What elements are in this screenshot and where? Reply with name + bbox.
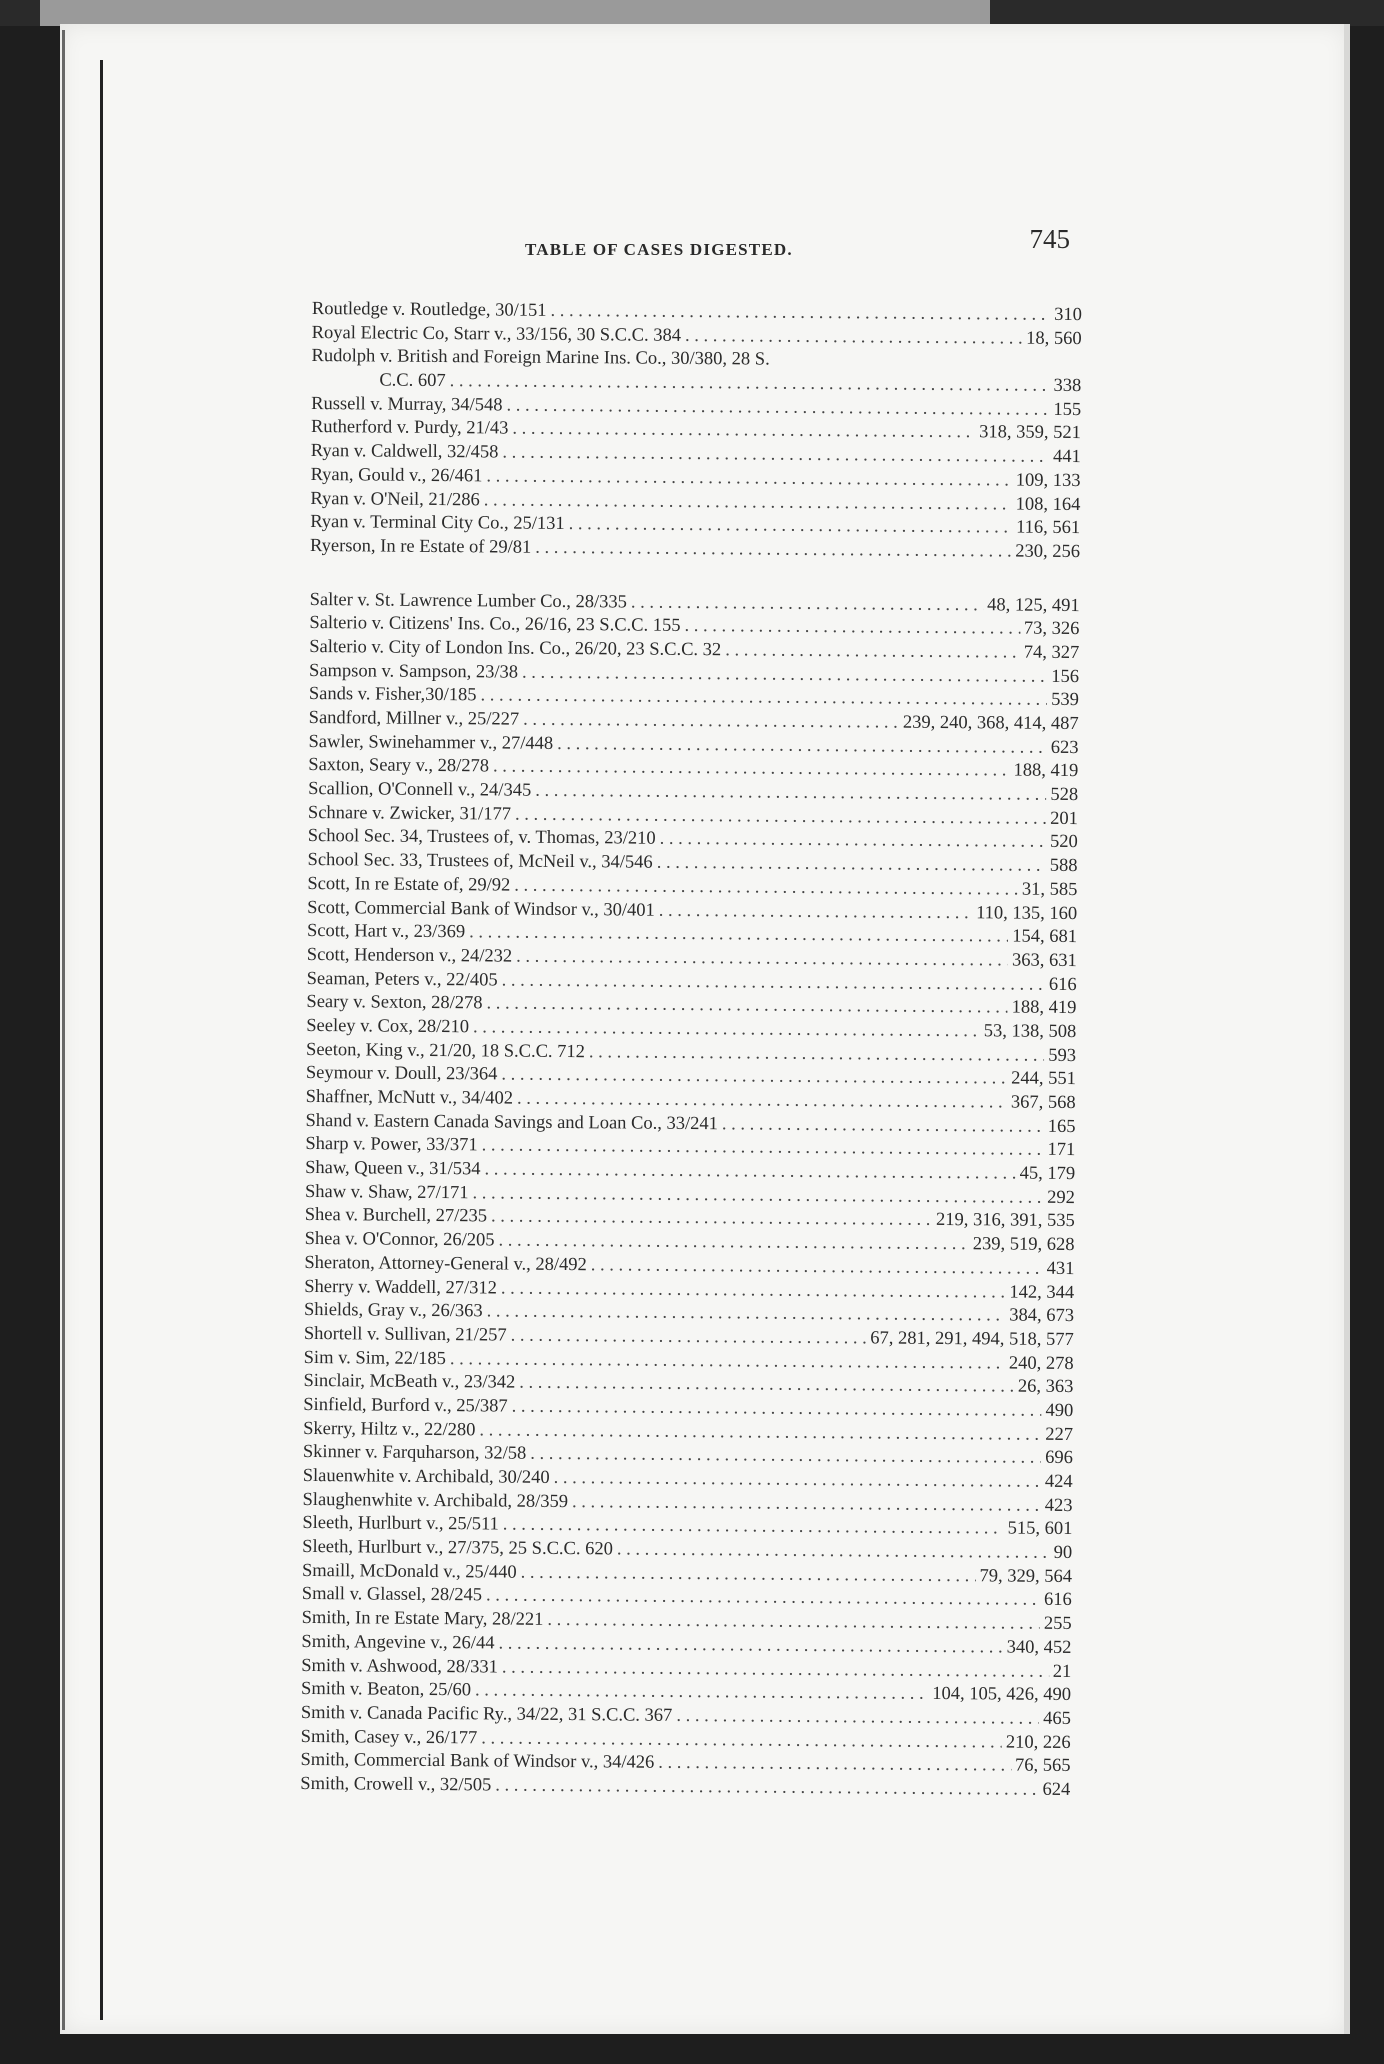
dot-leader bbox=[631, 591, 983, 617]
case-name: Shaw v. Shaw, 27/171 bbox=[304, 1181, 469, 1204]
binding-shadow bbox=[62, 30, 65, 2030]
page-references: 21 bbox=[1052, 1661, 1072, 1682]
page-references: 90 bbox=[1053, 1542, 1073, 1564]
case-name: Shields, Gray v., 26/363 bbox=[303, 1300, 483, 1322]
case-name: Salterio v. City of London Ins. Co., 26/20, 23 S.C.C. 32 bbox=[309, 636, 722, 661]
case-name: Sandford, Millner v., 25/227 bbox=[308, 707, 520, 730]
page-references: 210, 226 bbox=[1005, 1732, 1071, 1753]
page-references: 109, 133 bbox=[1015, 470, 1081, 491]
page-header bbox=[310, 224, 1070, 264]
case-name: Rutherford v. Purdy, 21/43 bbox=[310, 417, 509, 439]
case-name: Sinclair, McBeath v., 23/342 bbox=[303, 1371, 516, 1393]
page-references: 227 bbox=[1045, 1424, 1074, 1445]
page-references: 188, 419 bbox=[1011, 997, 1077, 1019]
page-references: 624 bbox=[1042, 1779, 1071, 1800]
page-references: 340, 452 bbox=[1006, 1637, 1072, 1658]
case-name: Scott, Hart v., 23/369 bbox=[306, 921, 466, 943]
case-name: Russell v. Murray, 34/548 bbox=[311, 393, 503, 416]
page-references: 26, 363 bbox=[1017, 1376, 1074, 1398]
case-name: Sleeth, Hurlburt v., 25/511 bbox=[302, 1513, 499, 1535]
page-references: 18, 560 bbox=[1026, 328, 1082, 349]
case-name: Shea v. Burchell, 27/235 bbox=[304, 1205, 488, 1227]
page-references: 696 bbox=[1045, 1448, 1073, 1469]
case-name: Skerry, Hiltz v., 22/280 bbox=[303, 1418, 476, 1440]
case-name: Smith v. Canada Pacific Ry., 34/22, 31 S.C.C. 367 bbox=[300, 1702, 673, 1726]
case-name: Seaman, Peters v., 22/405 bbox=[306, 968, 498, 991]
binding-line bbox=[100, 60, 103, 2020]
page-references: 431 bbox=[1046, 1258, 1075, 1279]
case-name: Seeton, King v., 21/20, 18 S.C.C. 712 bbox=[306, 1039, 586, 1062]
dot-leader bbox=[523, 709, 899, 736]
page-references: 67, 281, 291, 494, 518, 577 bbox=[870, 1328, 1074, 1350]
page-references: 318, 359, 521 bbox=[979, 422, 1082, 444]
dot-leader bbox=[491, 1206, 932, 1233]
case-name: Sinfield, Burford v., 25/387 bbox=[303, 1394, 508, 1417]
dot-leader bbox=[589, 1041, 1045, 1068]
case-name: Shea v. O'Connor, 26/205 bbox=[304, 1229, 495, 1251]
case-name: Sherry v. Waddell, 27/312 bbox=[304, 1276, 498, 1298]
case-name: Smith v. Ashwood, 28/331 bbox=[301, 1655, 499, 1678]
page-references: 45, 179 bbox=[1019, 1163, 1076, 1185]
dot-leader bbox=[511, 1324, 867, 1350]
page-references: 53, 138, 508 bbox=[983, 1021, 1077, 1042]
page-references: 79, 329, 564 bbox=[979, 1566, 1073, 1587]
case-name: Scallion, O'Connell v., 24/345 bbox=[308, 779, 532, 801]
dot-leader bbox=[535, 537, 1011, 564]
page-edge bbox=[1344, 24, 1350, 2034]
page-references: 255 bbox=[1043, 1613, 1072, 1635]
case-name: Smith, Casey v., 26/177 bbox=[300, 1726, 478, 1748]
page-references: 593 bbox=[1048, 1045, 1077, 1066]
case-name: Rudolph v. British and Foreign Marine Ins. Co., 30/380, 28 S. bbox=[311, 346, 770, 370]
page-references: 244, 551 bbox=[1011, 1068, 1076, 1090]
page-references: 588 bbox=[1049, 855, 1078, 877]
page-references: 239, 519, 628 bbox=[972, 1234, 1075, 1256]
page-references: 48, 125, 491 bbox=[987, 594, 1080, 616]
case-name: Routledge v. Routledge, 30/151 bbox=[311, 298, 547, 321]
page-references: 338 bbox=[1053, 375, 1082, 397]
dot-leader bbox=[658, 1752, 1011, 1778]
case-name: Royal Electric Co, Starr v., 33/156, 30 S.C.C. 384 bbox=[311, 322, 682, 346]
page-number: 745 bbox=[1029, 224, 1070, 254]
case-name: Shortell v. Sullivan, 21/257 bbox=[303, 1323, 507, 1346]
page-references: 108, 164 bbox=[1015, 494, 1081, 515]
page-references: 165 bbox=[1047, 1116, 1076, 1137]
page-references: 623 bbox=[1050, 737, 1079, 758]
page-references: 171 bbox=[1047, 1140, 1076, 1161]
case-name: Sands v. Fisher,30/185 bbox=[308, 684, 477, 706]
page-references: 154, 681 bbox=[1012, 926, 1078, 948]
case-name: Ryerson, In re Estate of 29/81 bbox=[309, 535, 532, 558]
case-name: Saxton, Seary v., 28/278 bbox=[308, 755, 490, 777]
dot-leader bbox=[521, 1561, 976, 1588]
case-name: Shand v. Eastern Canada Savings and Loan Co., 33/241 bbox=[305, 1110, 719, 1134]
page-references: 424 bbox=[1044, 1471, 1073, 1493]
dot-leader bbox=[475, 1680, 928, 1707]
case-name: Seeley v. Cox, 28/210 bbox=[306, 1015, 470, 1038]
dot-leader bbox=[659, 899, 972, 925]
dot-leader bbox=[617, 1538, 1050, 1565]
case-name: Shaffner, McNutt v., 34/402 bbox=[305, 1086, 514, 1109]
page-references: 73, 326 bbox=[1023, 618, 1080, 640]
case-name: Scott, In re Estate of, 29/92 bbox=[307, 873, 511, 896]
case-name: Ryan v. Caldwell, 32/458 bbox=[310, 441, 499, 463]
dot-leader bbox=[774, 365, 1078, 367]
dot-leader bbox=[722, 1113, 1044, 1139]
page-references: 74, 327 bbox=[1023, 642, 1080, 663]
page-references: 515, 601 bbox=[1007, 1518, 1073, 1540]
case-name: Sheraton, Attorney-General v., 28/492 bbox=[304, 1252, 587, 1276]
page-references: 441 bbox=[1052, 446, 1081, 468]
page-references: 539 bbox=[1051, 690, 1079, 711]
dot-leader bbox=[676, 1705, 1039, 1732]
scan-top-strip bbox=[40, 0, 990, 26]
page-references: 465 bbox=[1043, 1708, 1071, 1729]
case-name: Smith, Angevine v., 26/44 bbox=[301, 1631, 495, 1654]
page-references: 155 bbox=[1053, 399, 1082, 420]
page-references: 310 bbox=[1054, 304, 1082, 326]
case-name: Smith, In re Estate Mary, 28/221 bbox=[301, 1608, 544, 1630]
dot-leader bbox=[569, 513, 1013, 540]
page-references: 616 bbox=[1043, 1590, 1072, 1611]
page-references: 367, 568 bbox=[1010, 1092, 1076, 1114]
dot-leader bbox=[660, 828, 1047, 855]
page-references: 292 bbox=[1047, 1187, 1076, 1208]
page-references: 528 bbox=[1050, 784, 1079, 806]
page-references: 201 bbox=[1050, 808, 1079, 829]
page-references: 104, 105, 426, 490 bbox=[932, 1684, 1072, 1706]
dot-leader bbox=[591, 1254, 1043, 1281]
page-references: 31, 585 bbox=[1021, 879, 1078, 900]
case-name: Smaill, McDonald v., 25/440 bbox=[301, 1560, 517, 1583]
case-name: Ryan v. O'Neil, 21/286 bbox=[310, 488, 480, 510]
page-references: 156 bbox=[1051, 666, 1080, 687]
case-group-r bbox=[310, 298, 1082, 565]
page-references: 239, 240, 368, 414, 487 bbox=[902, 712, 1079, 735]
page-references: 363, 631 bbox=[1011, 950, 1077, 971]
case-name: Sampson v. Sampson, 23/38 bbox=[308, 660, 519, 683]
case-name: Smith, Crowell v., 32/505 bbox=[300, 1773, 492, 1796]
case-name: Seary v. Sexton, 28/278 bbox=[306, 992, 483, 1014]
page-references: 616 bbox=[1048, 974, 1077, 995]
case-name: Salter v. St. Lawrence Lumber Co., 28/335 bbox=[309, 589, 628, 613]
page-references: 384, 673 bbox=[1009, 1305, 1075, 1327]
dot-leader bbox=[685, 325, 1022, 351]
case-name: Sim v. Sim, 22/185 bbox=[303, 1347, 446, 1369]
page-references: 110, 135, 160 bbox=[976, 902, 1078, 924]
case-name: Ryan, Gould v., 26/461 bbox=[310, 464, 483, 487]
page-references: 230, 256 bbox=[1015, 541, 1081, 562]
page-references: 76, 565 bbox=[1014, 1755, 1071, 1777]
case-name: Slaughenwhite v. Archibald, 28/359 bbox=[302, 1489, 569, 1512]
dot-leader bbox=[725, 639, 1020, 665]
case-name: Skinner v. Farquharson, 32/58 bbox=[302, 1442, 527, 1465]
dot-leader bbox=[684, 615, 1020, 641]
case-name: Scott, Henderson v., 24/232 bbox=[306, 944, 513, 967]
case-name: Seymour v. Doull, 23/364 bbox=[305, 1063, 498, 1085]
dot-leader bbox=[657, 852, 1046, 879]
page-references: 423 bbox=[1044, 1495, 1073, 1516]
case-name: Small v. Glassel, 28/245 bbox=[301, 1584, 483, 1606]
page-references: 219, 316, 391, 535 bbox=[935, 1210, 1075, 1232]
case-name: Sharp v. Power, 33/371 bbox=[305, 1134, 478, 1156]
case-group-s bbox=[300, 589, 1079, 1803]
dot-leader bbox=[495, 1774, 1038, 1802]
case-name: Sleeth, Hurlburt v., 27/375, 25 S.C.C. 620 bbox=[302, 1537, 613, 1560]
case-name: Salterio v. Citizens' Ins. Co., 26/16, 23 S.C.C. 155 bbox=[309, 613, 681, 637]
page-references: 520 bbox=[1049, 832, 1078, 853]
page-references: 116, 561 bbox=[1016, 517, 1081, 539]
page-references: 188, 419 bbox=[1013, 760, 1079, 782]
case-name: School Sec. 33, Trustees of, McNeil v., 34/546 bbox=[307, 850, 653, 873]
running-title: TABLE OF CASES DIGESTED. bbox=[525, 240, 793, 259]
case-name: Shaw, Queen v., 31/534 bbox=[305, 1158, 481, 1180]
page-references: 142, 344 bbox=[1009, 1282, 1075, 1303]
case-name: School Sec. 34, Trustees of, v. Thomas, 23/210 bbox=[307, 826, 656, 850]
case-table bbox=[300, 298, 1082, 1803]
case-name: Smith, Commercial Bank of Windsor v., 34/426 bbox=[300, 1750, 655, 1773]
page-references: 240, 278 bbox=[1008, 1353, 1074, 1374]
case-name: Ryan v. Terminal City Co., 25/131 bbox=[310, 512, 565, 535]
case-name: Smith v. Beaton, 25/60 bbox=[300, 1679, 472, 1701]
case-name: Slauenwhite v. Archibald, 30/240 bbox=[302, 1465, 550, 1488]
case-name: Schnare v. Zwicker, 31/177 bbox=[307, 802, 512, 825]
case-name: C.C. 607 bbox=[379, 370, 446, 392]
page-references: 490 bbox=[1045, 1400, 1074, 1421]
case-name: Scott, Commercial Bank of Windsor v., 30/401 bbox=[307, 897, 655, 921]
case-name: Sawler, Swinehammer v., 27/448 bbox=[308, 731, 554, 754]
